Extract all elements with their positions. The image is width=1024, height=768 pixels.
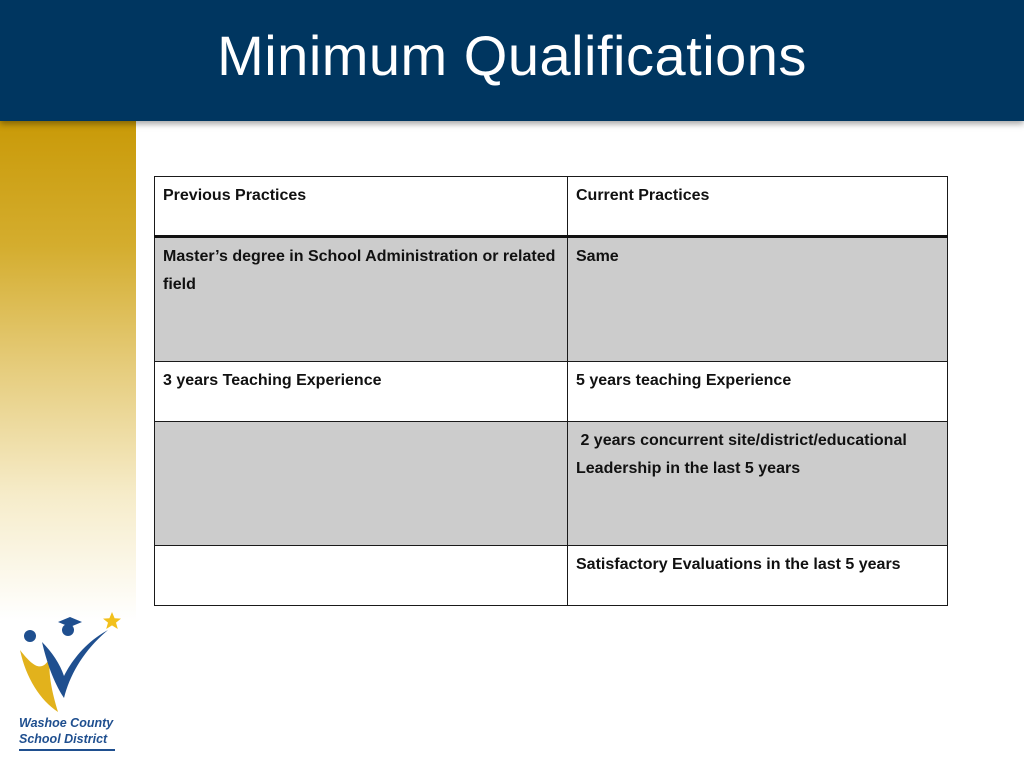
header-previous-practices: Previous Practices [155,177,568,237]
table-row [155,237,948,362]
table-cell-current: Satisfactory Evaluations in the last 5 years [568,546,948,606]
logo-figure-head-left [24,630,36,642]
table-cell-current: Same [568,237,948,362]
logo-graduation-cap [58,617,82,627]
logo-text-line2: School District [19,732,108,746]
header-current-practices: Current Practices [568,177,948,237]
district-logo-text [19,715,123,747]
side-gold-stripe [0,121,136,621]
table-cell-current: 2 years concurrent site/district/educational Leadership in the last 5 years [568,422,948,546]
logo-underline [19,749,115,751]
table-row [155,362,948,422]
qualifications-table [154,176,948,606]
star-icon [103,612,121,629]
table-header-row [155,177,948,237]
table-cell-previous: 3 years Teaching Experience [155,362,568,422]
logo-blue-swoosh [42,630,108,698]
table-cell-previous [155,422,568,546]
table-cell-current: 5 years teaching Experience [568,362,948,422]
table-cell-previous [155,546,568,606]
slide-title: Minimum Qualifications [217,24,807,87]
logo-text-line1: Washoe County [19,716,114,730]
table-cell-previous: Master’s degree in School Administration or related field [155,237,568,362]
qualifications-table-container [154,176,948,606]
title-bar [0,0,1024,121]
table-row [155,546,948,606]
table-row [155,422,948,546]
